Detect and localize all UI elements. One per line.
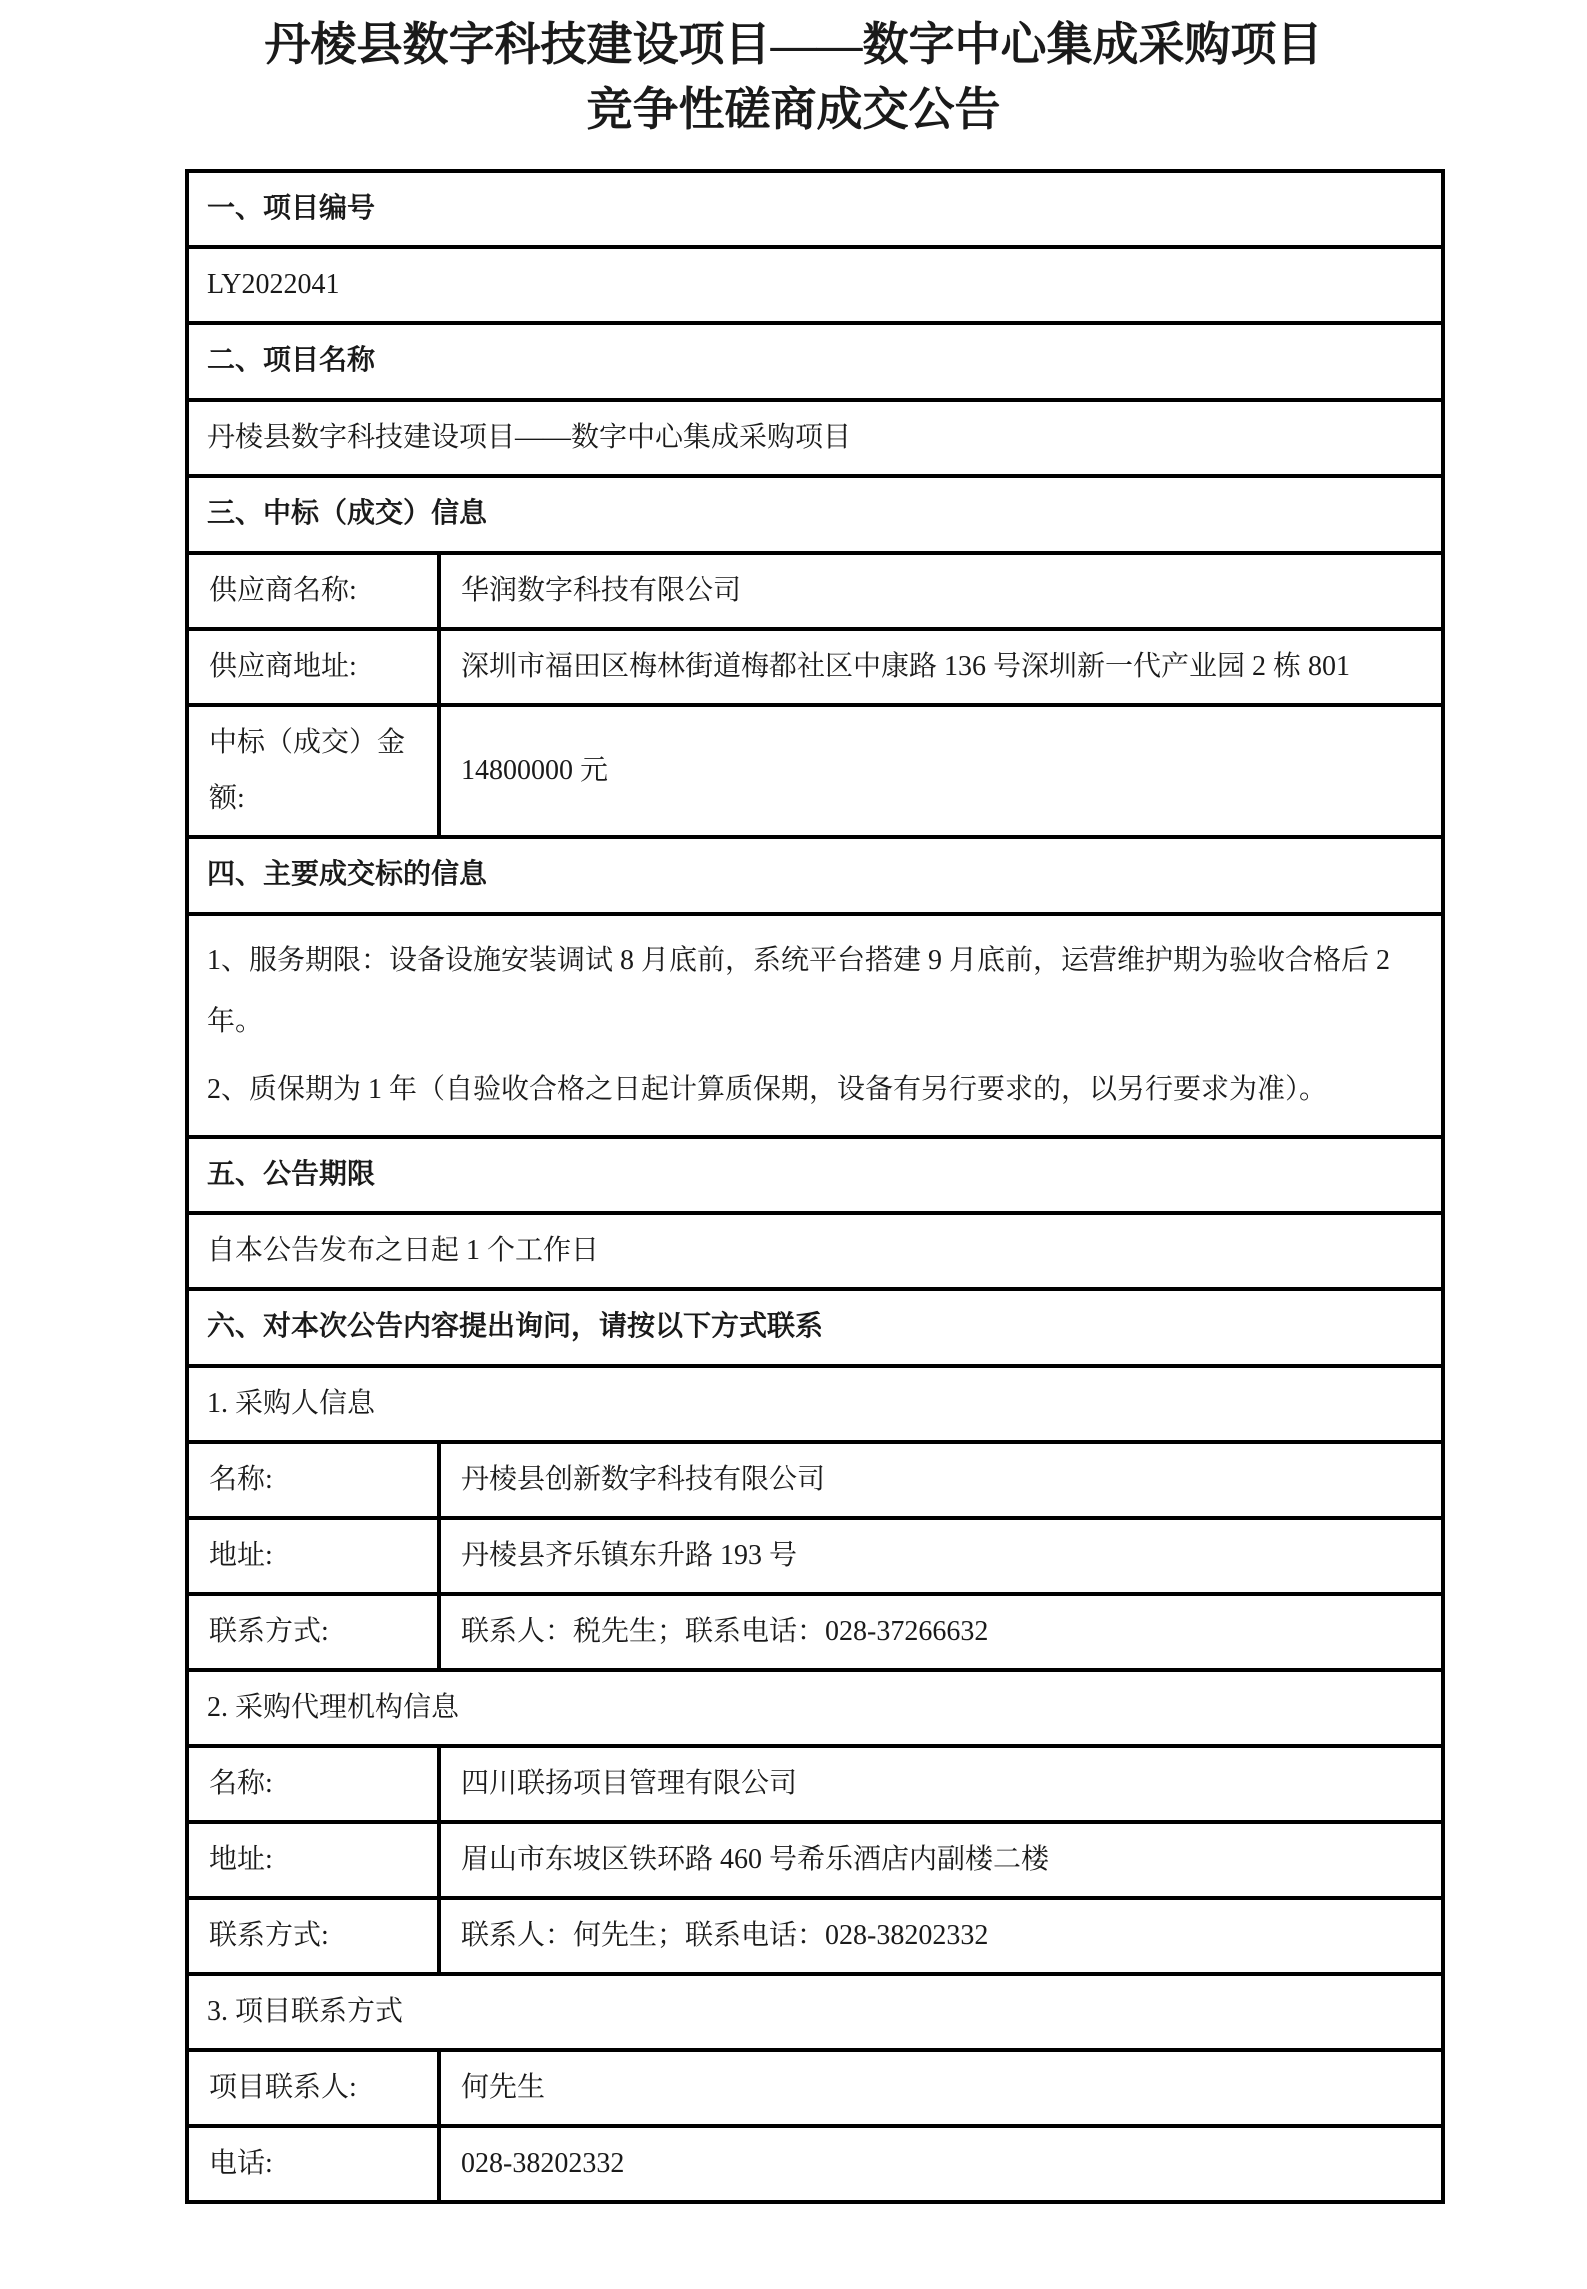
field-value-cell: 华润数字科技有限公司 — [439, 553, 1443, 629]
document-page — [0, 12, 1587, 2289]
section-row — [187, 476, 1443, 553]
field-value-cell: 眉山市东坡区铁环路 460 号希乐酒店内副楼二楼 — [439, 1822, 1443, 1898]
field-label-cell: 供应商名称: — [187, 553, 439, 629]
section-header-cell: 四、主要成交标的信息 — [187, 837, 1443, 914]
text-row — [187, 1974, 1443, 2050]
paragraph-row — [187, 914, 1443, 1137]
field-label-cell: 电话: — [187, 2126, 439, 2202]
field-label-cell: 地址: — [187, 1822, 439, 1898]
section-row — [187, 837, 1443, 914]
field-row — [187, 1442, 1443, 1518]
text-row — [187, 1366, 1443, 1442]
text-row — [187, 1213, 1443, 1289]
field-value-cell: 028-38202332 — [439, 2126, 1443, 2202]
field-value-cell: 联系人：税先生；联系电话：028-37266632 — [439, 1594, 1443, 1670]
document-title-line-2: 竞争性磋商成交公告 — [586, 84, 1001, 136]
text-row — [187, 1670, 1443, 1746]
field-value-cell: 何先生 — [439, 2050, 1443, 2126]
field-label-cell: 联系方式: — [187, 1594, 439, 1670]
field-row — [187, 553, 1443, 629]
section-header-cell: 一、项目编号 — [187, 171, 1443, 248]
field-label-cell: 项目联系人: — [187, 2050, 439, 2126]
field-value-cell: 丹棱县创新数字科技有限公司 — [439, 1442, 1443, 1518]
field-row — [187, 1518, 1443, 1594]
section-row — [187, 1137, 1443, 1214]
field-value-cell: 深圳市福田区梅林街道梅都社区中康路 136 号深圳新一代产业园 2 栋 801 — [439, 629, 1443, 705]
field-row — [187, 2050, 1443, 2126]
field-label-cell: 地址: — [187, 1518, 439, 1594]
field-label-cell: 供应商地址: — [187, 629, 439, 705]
paragraph-line: 1、服务期限：设备设施安装调试 8 月底前，系统平台搭建 9 月底前，运营维护期为验收合格后 2 年。 — [207, 944, 1391, 1038]
text-row — [187, 400, 1443, 476]
section-row — [187, 171, 1443, 248]
paragraph-cell — [187, 914, 1443, 1137]
section-header-cell: 三、中标（成交）信息 — [187, 476, 1443, 553]
field-value-cell: 14800000 元 — [439, 705, 1443, 837]
field-row — [187, 1746, 1443, 1822]
field-row — [187, 1898, 1443, 1974]
field-label-cell: 中标（成交）金额: — [187, 705, 439, 837]
document-title — [0, 12, 1587, 143]
section-header-cell: 六、对本次公告内容提出询问，请按以下方式联系 — [187, 1289, 1443, 1366]
field-label-cell: 联系方式: — [187, 1898, 439, 1974]
section-row — [187, 323, 1443, 400]
text-cell: LY2022041 — [187, 247, 1443, 323]
field-row — [187, 705, 1443, 837]
document-title-line-1: 丹棱县数字科技建设项目——数字中心集成采购项目 — [264, 19, 1323, 70]
text-cell: 丹棱县数字科技建设项目——数字中心集成采购项目 — [187, 400, 1443, 476]
field-row — [187, 1594, 1443, 1670]
text-row — [187, 247, 1443, 323]
announcement-table — [185, 169, 1445, 2205]
section-header-cell: 五、公告期限 — [187, 1137, 1443, 1214]
text-cell: 1. 采购人信息 — [187, 1366, 1443, 1442]
text-cell: 3. 项目联系方式 — [187, 1974, 1443, 2050]
field-label-cell: 名称: — [187, 1746, 439, 1822]
field-value-cell: 四川联扬项目管理有限公司 — [439, 1746, 1443, 1822]
text-cell: 2. 采购代理机构信息 — [187, 1670, 1443, 1746]
paragraph-line: 2、质保期为 1 年（自验收合格之日起计算质保期，设备有另行要求的，以另行要求为准）。 — [207, 1074, 1328, 1105]
field-value-cell: 丹棱县齐乐镇东升路 193 号 — [439, 1518, 1443, 1594]
section-row — [187, 1289, 1443, 1366]
field-row — [187, 629, 1443, 705]
field-row — [187, 2126, 1443, 2202]
section-header-cell: 二、项目名称 — [187, 323, 1443, 400]
field-row — [187, 1822, 1443, 1898]
field-label-cell: 名称: — [187, 1442, 439, 1518]
field-value-cell: 联系人：何先生；联系电话：028-38202332 — [439, 1898, 1443, 1974]
text-cell: 自本公告发布之日起 1 个工作日 — [187, 1213, 1443, 1289]
